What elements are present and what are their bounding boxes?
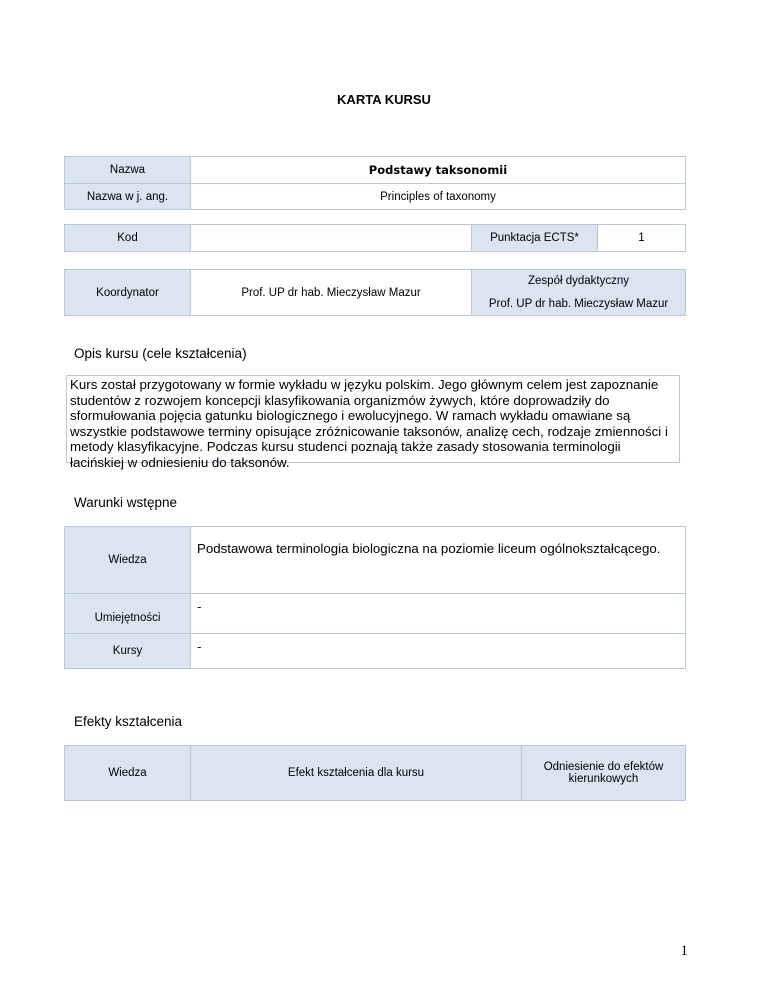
prerequisites-table	[64, 526, 686, 669]
team-label: Zespół dydaktyczny	[472, 270, 686, 293]
page-title: KARTA KURSU	[337, 92, 431, 107]
prerequisites-heading: Warunki wstępne	[74, 495, 178, 510]
coordinator-value: Prof. UP dr hab. Mieczysław Mazur	[191, 270, 472, 316]
outcomes-col-effect: Efekt kształcenia dla kursu	[191, 746, 522, 801]
outcomes-col-knowledge: Wiedza	[65, 746, 191, 801]
prereq-courses-value: -	[191, 634, 686, 669]
coordinator-table	[64, 269, 686, 316]
team-value: Prof. UP dr hab. Mieczysław Mazur	[472, 293, 686, 316]
code-label: Kod	[65, 225, 191, 252]
coordinator-label: Koordynator	[65, 270, 191, 316]
description-heading: Opis kursu (cele kształcenia)	[74, 346, 247, 361]
outcomes-col-reference: Odniesienie do efektów kierunkowych	[522, 746, 686, 801]
prereq-knowledge-value: Podstawowa terminologia biologiczna na poziomie liceum ogólnokształcącego.	[191, 527, 686, 594]
course-name-table	[64, 156, 686, 210]
prereq-skills-label: Umiejętności	[65, 594, 191, 634]
code-table	[64, 224, 686, 252]
description-text: Kurs został przygotowany w formie wykładu w języku polskim. Jego głównym celem jest zapoznanie studentów z rozwojem koncepcji klasyfikowania organizmów żywych, które doprowadziły do sformułowania pojęcia gatunku biologicznego i ewolucyjnego. W ramach wykładu omawiane są wszystkie podstawowe terminy opisujące zróżnicowanie taksonów, analizę cech, rodzaje zmienności i metody klasyfikacyjne. Podczas kursu studenci poznają także zasady stosowania terminologii łacińskiej w odniesieniu do taksonów.	[66, 375, 680, 463]
name-en-label: Nazwa w j. ang.	[65, 184, 191, 210]
name-label: Nazwa	[65, 157, 191, 184]
name-value: Podstawy taksonomii	[191, 157, 686, 184]
outcomes-table	[64, 745, 686, 801]
prereq-skills-value: -	[191, 594, 686, 634]
page-number: 1	[680, 943, 688, 959]
ects-label: Punktacja ECTS*	[472, 225, 598, 252]
code-value	[191, 225, 472, 252]
outcomes-heading: Efekty kształcenia	[74, 714, 183, 729]
prereq-courses-label: Kursy	[65, 634, 191, 669]
name-en-value: Principles of taxonomy	[191, 184, 686, 210]
prereq-knowledge-label: Wiedza	[65, 527, 191, 594]
ects-value: 1	[598, 225, 686, 252]
